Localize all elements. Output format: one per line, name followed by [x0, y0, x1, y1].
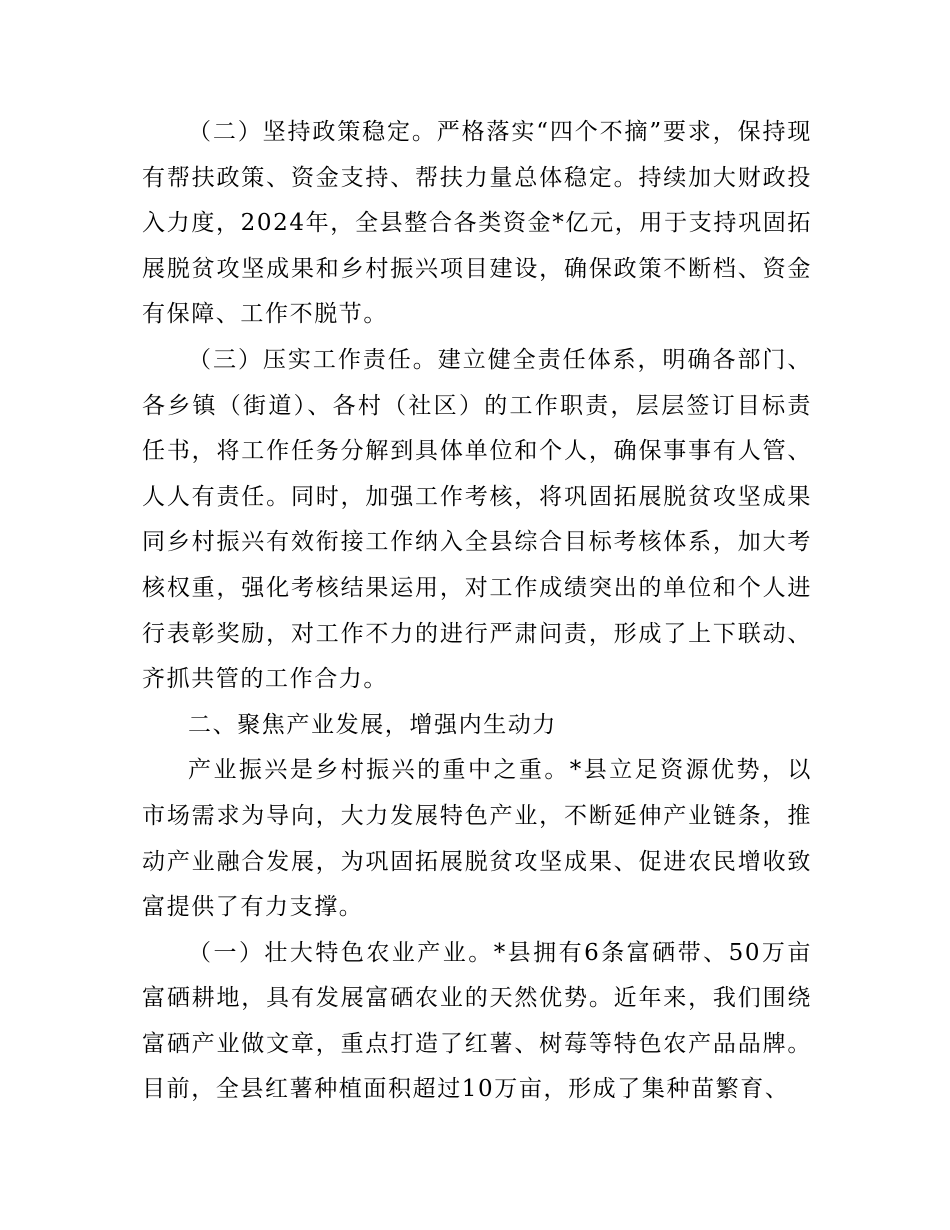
- section-heading-industry: 二、聚焦产业发展，增强内生动力: [188, 711, 557, 738]
- paragraph-industry-intro: 产业振兴是乡村振兴的重中之重。*县立足资源优势，以市场需求为导向，大力发展特色产业，不断延伸产业链条，推动产业融合发展，为巩固拓展脱贫攻坚成果、促进农民增收致富提供了有力支撑。: [142, 757, 812, 921]
- paragraph-characteristic-agriculture: （一）壮大特色农业产业。*县拥有6条富硒带、50万亩富硒耕地，具有发展富硒农业的天然优势。近年来，我们围绕富硒产业做文章，重点打造了红薯、树莓等特色农产品品牌。目前，全县红薯种植面积超过10万亩，形成了集种苗繁育、: [142, 939, 812, 1103]
- paragraph-policy-stability: （二）坚持政策稳定。严格落实“四个不摘”要求，保持现有帮扶政策、资金支持、帮扶力量总体稳定。持续加大财政投入力度，2024年，全县整合各类资金*亿元，用于支持巩固拓展脱贫攻坚成果和乡村振兴项目建设，确保政策不断档、资金有保障、工作不脱节。: [142, 119, 812, 328]
- paragraph-work-responsibility: （三）压实工作责任。建立健全责任体系，明确各部门、各乡镇（街道）、各村（社区）的工作职责，层层签订目标责任书，将工作任务分解到具体单位和个人，确保事事有人管、人人有责任。同时，加强工作考核，将巩固拓展脱贫攻坚成果同乡村振兴有效衔接工作纳入全县综合目标考核体系，加大考核权重，强化考核结果运用，对工作成绩突出的单位和个人进行表彰奖励，对工作不力的进行严肃问责，形成了上下联动、齐抓共管的工作合力。: [142, 346, 812, 693]
- document-page: [142, 110, 812, 1113]
